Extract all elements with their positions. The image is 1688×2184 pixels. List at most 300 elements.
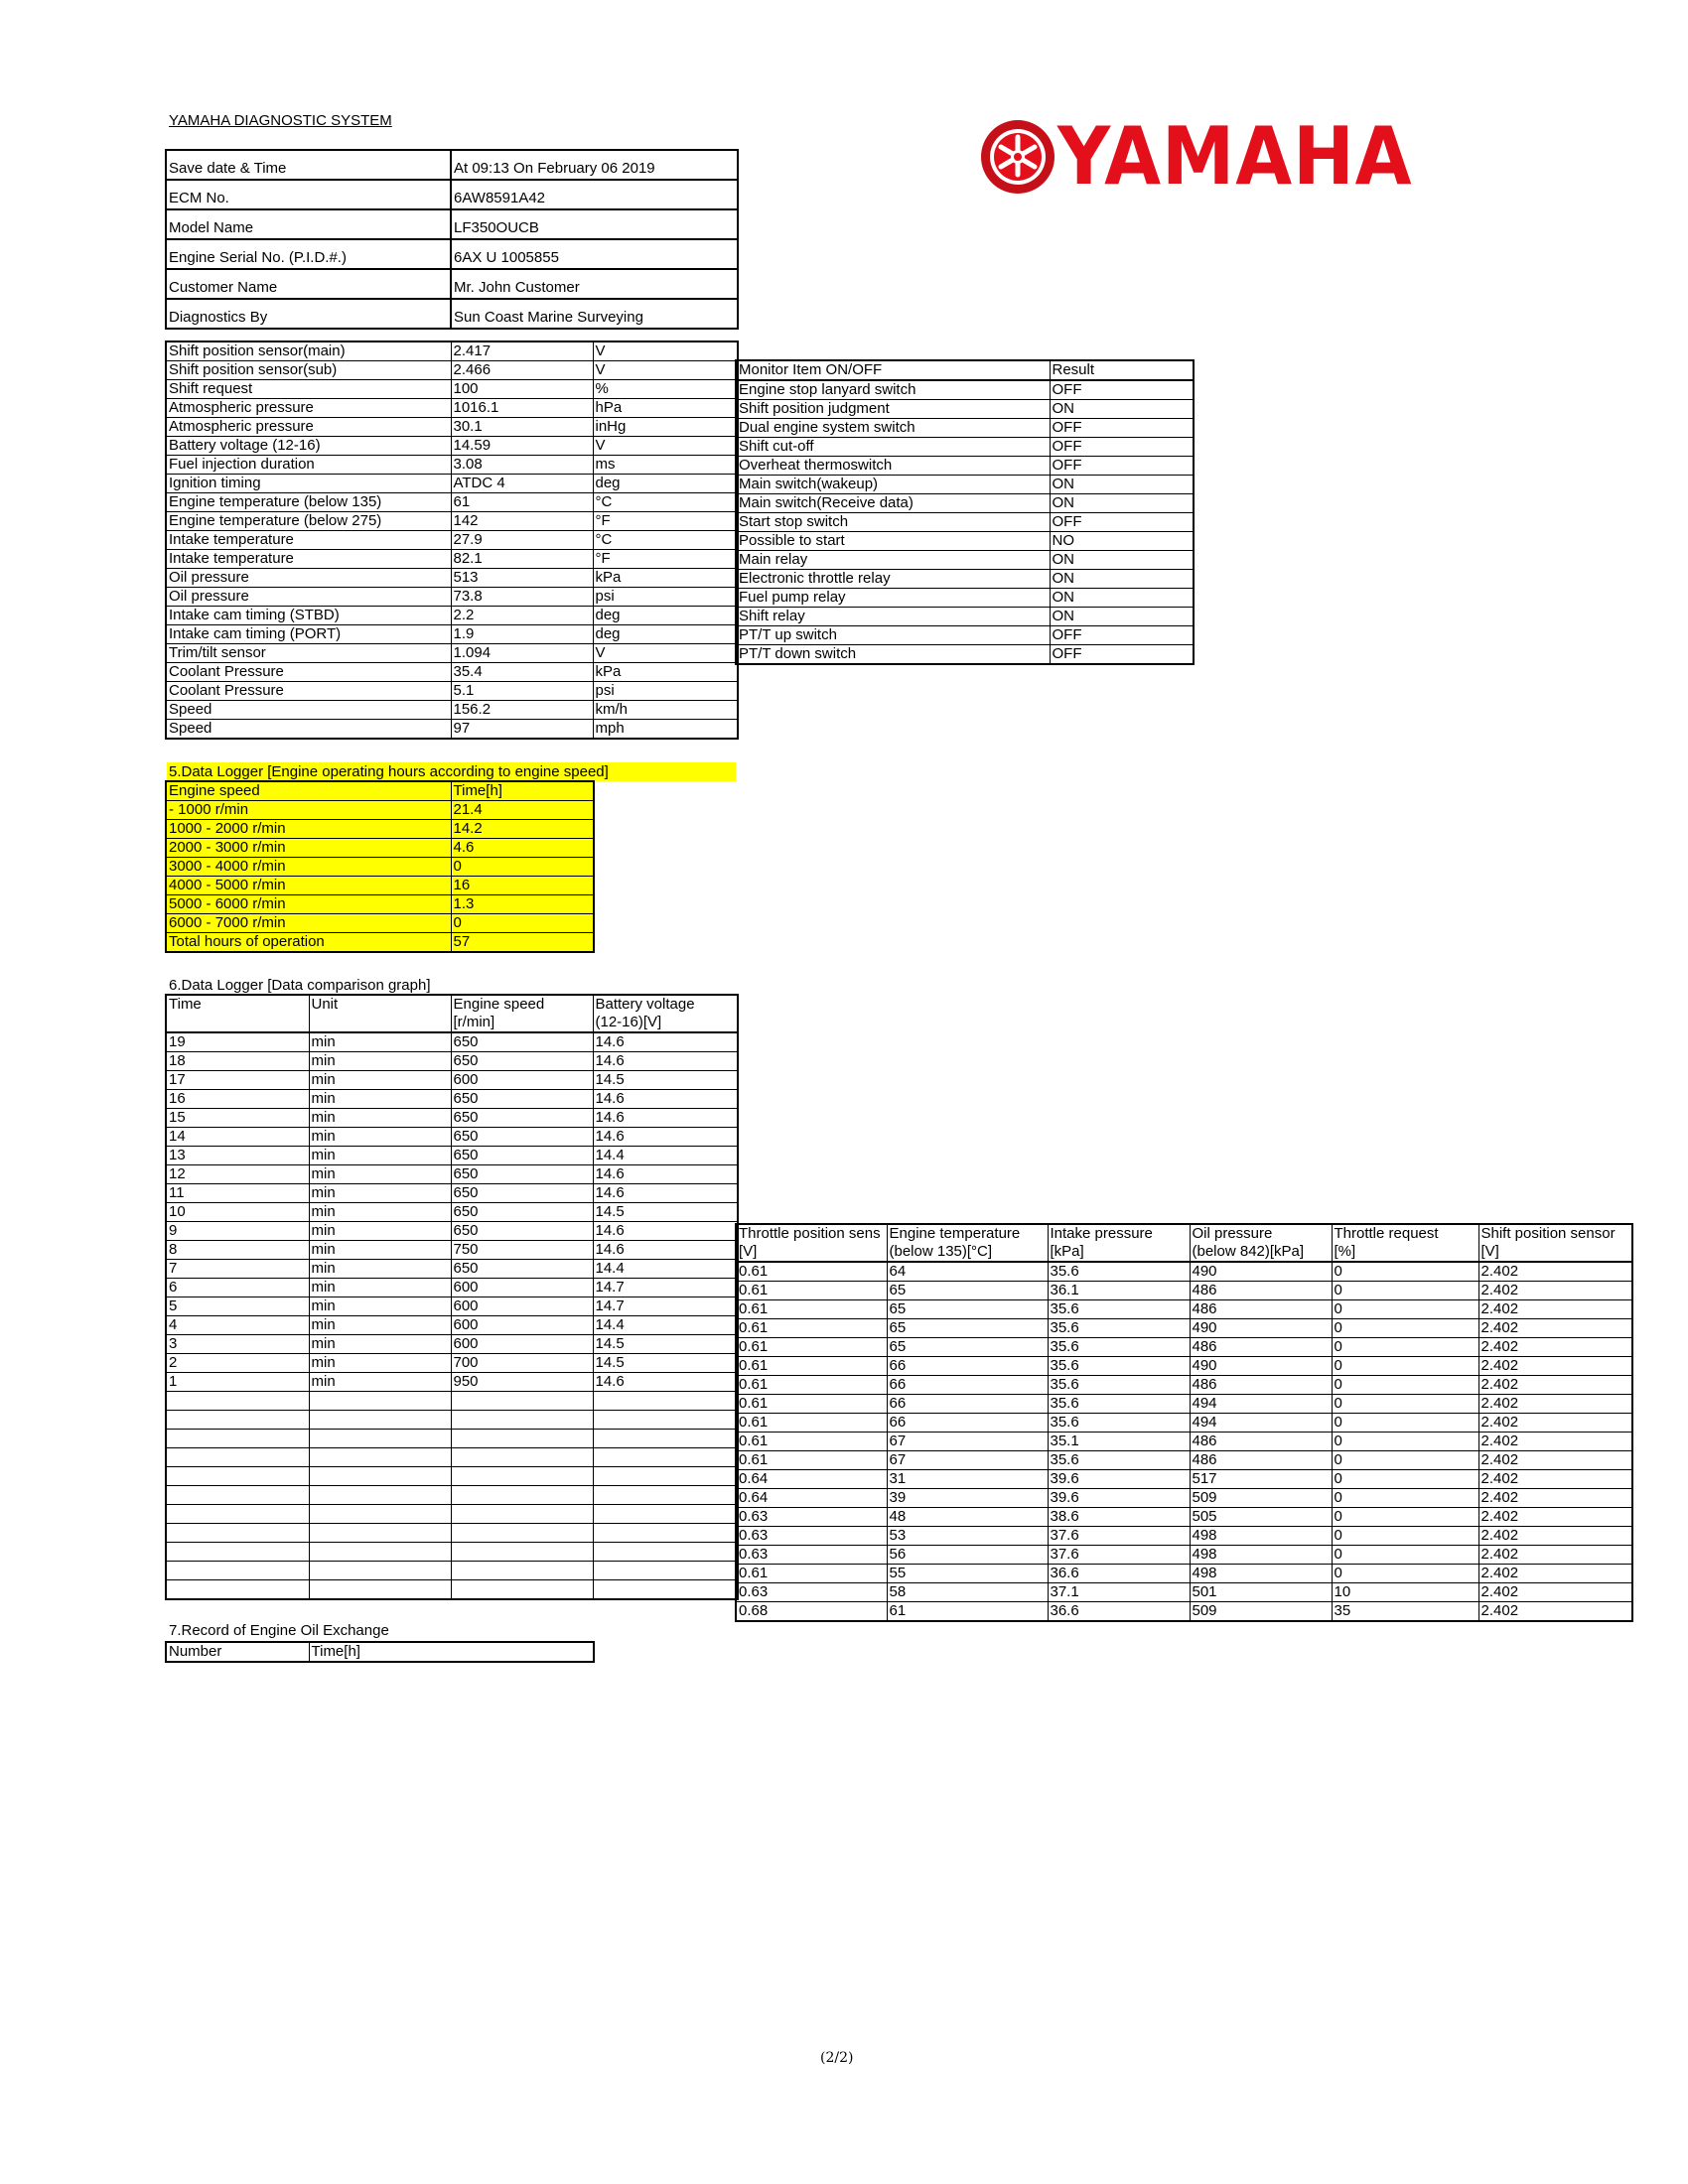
logger6-battery-voltage: 14.6: [593, 1184, 738, 1203]
logger6-throttle-position: 0.61: [736, 1282, 887, 1300]
sensor-value: 61: [451, 493, 593, 512]
logger6-intake-pressure: 37.6: [1048, 1527, 1190, 1546]
logger6-time: [166, 1448, 309, 1467]
logger6-engine-speed: [451, 1543, 593, 1562]
table-row: [736, 1414, 1632, 1433]
logger6-oil-pressure: 498: [1190, 1565, 1332, 1583]
table-row: [166, 1203, 738, 1222]
yamaha-tuning-fork-logo-icon: [978, 117, 1057, 197]
logger5-header-time: Time[h]: [451, 781, 594, 801]
page-number: (2/2): [820, 2050, 854, 2066]
monitor-item: Main switch(Receive data): [736, 494, 1050, 513]
monitor-result: ON: [1050, 494, 1194, 513]
logger6-throttle-position: 0.63: [736, 1508, 887, 1527]
logger5-table: [165, 780, 595, 953]
table-row: [166, 1467, 738, 1486]
logger6-header-engine-speed: [451, 995, 593, 1032]
logger6-engine-speed: 600: [451, 1316, 593, 1335]
info-value: Sun Coast Marine Surveying: [451, 299, 738, 329]
logger6-intake-pressure: 35.6: [1048, 1262, 1190, 1282]
logger6-time: 19: [166, 1032, 309, 1052]
logger5-time: 57: [451, 933, 594, 953]
logger6-throttle-position: 0.61: [736, 1319, 887, 1338]
logger6-unit: min: [309, 1032, 451, 1052]
logger6-unit: [309, 1411, 451, 1430]
logger6-time: 6: [166, 1279, 309, 1297]
logger6-engine-speed: 600: [451, 1297, 593, 1316]
table-row: [166, 380, 738, 399]
logger6-engine-speed: [451, 1467, 593, 1486]
sensor-name: Battery voltage (12-16): [166, 437, 451, 456]
logger6-unit: [309, 1448, 451, 1467]
logger6-engine-speed: 750: [451, 1241, 593, 1260]
logger6-unit: min: [309, 1165, 451, 1184]
logger6-battery-voltage: [593, 1543, 738, 1562]
logger6-oil-pressure: 498: [1190, 1527, 1332, 1546]
table-row: [166, 1032, 738, 1052]
sensor-value: 2.417: [451, 341, 593, 361]
logger6-battery-voltage: 14.7: [593, 1279, 738, 1297]
logger6-time: [166, 1467, 309, 1486]
logger6-unit: [309, 1543, 451, 1562]
table-row: [166, 550, 738, 569]
logger6-engine-speed: 950: [451, 1373, 593, 1392]
table-row: [736, 380, 1194, 400]
sensor-value: 30.1: [451, 418, 593, 437]
table-row: [166, 625, 738, 644]
logger6-shift-position: 2.402: [1478, 1319, 1632, 1338]
logger6-throttle-position: 0.61: [736, 1565, 887, 1583]
logger6-header-throttle-request-line2: [%]: [1334, 1243, 1356, 1260]
sensor-unit: °F: [593, 550, 738, 569]
logger6-shift-position: 2.402: [1478, 1489, 1632, 1508]
logger6-header-oil-pressure: [1190, 1224, 1332, 1262]
logger6-unit: min: [309, 1052, 451, 1071]
logger6-header-battery-voltage: [593, 995, 738, 1032]
table-row: [166, 1335, 738, 1354]
logger6-unit: min: [309, 1222, 451, 1241]
table-row: [166, 1222, 738, 1241]
sensor-unit: V: [593, 437, 738, 456]
table-row: [166, 588, 738, 607]
sensor-name: Intake cam timing (PORT): [166, 625, 451, 644]
logger6-shift-position: 2.402: [1478, 1395, 1632, 1414]
logger6-oil-pressure: 498: [1190, 1546, 1332, 1565]
monitor-item: Electronic throttle relay: [736, 570, 1050, 589]
logger6-battery-voltage: [593, 1448, 738, 1467]
logger6-engine-temperature: 58: [887, 1583, 1048, 1602]
logger6-engine-temperature: 66: [887, 1376, 1048, 1395]
logger6-engine-temperature: 39: [887, 1489, 1048, 1508]
logger5-time: 0: [451, 858, 594, 877]
sensor-name: Fuel injection duration: [166, 456, 451, 475]
table-row: [736, 1602, 1632, 1622]
logger6-unit: min: [309, 1279, 451, 1297]
logger6-intake-pressure: 35.6: [1048, 1451, 1190, 1470]
logger6-unit: min: [309, 1335, 451, 1354]
table-row: [736, 1433, 1632, 1451]
logger6-unit: [309, 1430, 451, 1448]
logger6-header-shift-position-line1: Shift position sensor: [1480, 1225, 1616, 1242]
logger6-oil-pressure: 517: [1190, 1470, 1332, 1489]
monitor-header-item: Monitor Item ON/OFF: [736, 360, 1050, 380]
logger6-engine-speed: 650: [451, 1260, 593, 1279]
sensor-table: [165, 341, 739, 740]
logger6-engine-temperature: 48: [887, 1508, 1048, 1527]
table-row: [166, 493, 738, 512]
sensor-name: Intake temperature: [166, 531, 451, 550]
logger6-throttle-request: 0: [1332, 1319, 1478, 1338]
logger6-battery-voltage: [593, 1430, 738, 1448]
sensor-unit: °C: [593, 493, 738, 512]
sensor-unit: kPa: [593, 569, 738, 588]
logger6-unit: [309, 1580, 451, 1600]
sensor-value: 1016.1: [451, 399, 593, 418]
logger6-time: [166, 1524, 309, 1543]
logger6-engine-speed: [451, 1524, 593, 1543]
logger6-throttle-position: 0.61: [736, 1395, 887, 1414]
logger6-unit: min: [309, 1241, 451, 1260]
monitor-item: Shift cut-off: [736, 438, 1050, 457]
sensor-unit: psi: [593, 588, 738, 607]
logger6-oil-pressure: 494: [1190, 1395, 1332, 1414]
logger6-throttle-request: 0: [1332, 1508, 1478, 1527]
sensor-unit: ms: [593, 456, 738, 475]
system-title: YAMAHA DIAGNOSTIC SYSTEM: [169, 112, 392, 129]
logger6-battery-voltage: 14.5: [593, 1203, 738, 1222]
info-value: 6AW8591A42: [451, 180, 738, 209]
table-row: [166, 995, 738, 1032]
sensor-unit: hPa: [593, 399, 738, 418]
sensor-name: Trim/tilt sensor: [166, 644, 451, 663]
monitor-item: Dual engine system switch: [736, 419, 1050, 438]
logger6-battery-voltage: 14.6: [593, 1052, 738, 1071]
monitor-result: OFF: [1050, 419, 1194, 438]
monitor-result: OFF: [1050, 438, 1194, 457]
logger6-oil-pressure: 490: [1190, 1262, 1332, 1282]
info-value: 6AX U 1005855: [451, 239, 738, 269]
logger6-intake-pressure: 37.1: [1048, 1583, 1190, 1602]
logger6-battery-voltage: 14.6: [593, 1090, 738, 1109]
table-row: [736, 513, 1194, 532]
table-row: [166, 531, 738, 550]
oil-header-number: Number: [166, 1642, 309, 1662]
sensor-unit: V: [593, 644, 738, 663]
logger6-engine-speed: [451, 1448, 593, 1467]
sensor-value: 2.466: [451, 361, 593, 380]
sensor-value: 3.08: [451, 456, 593, 475]
monitor-result: ON: [1050, 551, 1194, 570]
sensor-value: 5.1: [451, 682, 593, 701]
logger6-engine-temperature: 31: [887, 1470, 1048, 1489]
table-row: [166, 933, 594, 953]
logger6-battery-voltage: [593, 1505, 738, 1524]
table-row: [166, 1392, 738, 1411]
logger6-shift-position: 2.402: [1478, 1565, 1632, 1583]
table-row: [166, 361, 738, 380]
table-row: [736, 608, 1194, 626]
monitor-item: PT/T up switch: [736, 626, 1050, 645]
table-row: [736, 1546, 1632, 1565]
logger6-unit: [309, 1486, 451, 1505]
logger6-header-shift-position: [1478, 1224, 1632, 1262]
monitor-result: ON: [1050, 608, 1194, 626]
logger6-battery-voltage: 14.6: [593, 1128, 738, 1147]
logger6-header-oil-pressure-line2: (below 842)[kPa]: [1192, 1243, 1305, 1260]
logger6-unit: min: [309, 1354, 451, 1373]
table-row: [736, 532, 1194, 551]
info-label: Save date & Time: [166, 150, 451, 180]
logger6-header-battery-voltage-line1: Battery voltage: [595, 996, 695, 1013]
logger6-throttle-request: 0: [1332, 1414, 1478, 1433]
logger6-header-shift-position-line2: [V]: [1480, 1243, 1499, 1260]
sensor-value: 1.094: [451, 644, 593, 663]
logger6-time: [166, 1562, 309, 1580]
monitor-result: OFF: [1050, 645, 1194, 665]
table-row: [736, 1583, 1632, 1602]
logger6-unit: min: [309, 1071, 451, 1090]
info-label: Customer Name: [166, 269, 451, 299]
logger6-intake-pressure: 39.6: [1048, 1470, 1190, 1489]
oil-exchange-title: 7.Record of Engine Oil Exchange: [169, 1622, 389, 1639]
logger6-engine-speed: 650: [451, 1203, 593, 1222]
logger6-engine-temperature: 65: [887, 1300, 1048, 1319]
table-row: [736, 1338, 1632, 1357]
logger6-engine-temperature: 55: [887, 1565, 1048, 1583]
table-row: [736, 1508, 1632, 1527]
logger6-engine-speed: 650: [451, 1032, 593, 1052]
logger6-throttle-position: 0.61: [736, 1376, 887, 1395]
logger6-shift-position: 2.402: [1478, 1602, 1632, 1622]
logger5-speed: Total hours of operation: [166, 933, 451, 953]
table-row: [166, 418, 738, 437]
table-row: [736, 1357, 1632, 1376]
sensor-name: Ignition timing: [166, 475, 451, 493]
table-row: [736, 438, 1194, 457]
logger6-intake-pressure: 36.6: [1048, 1565, 1190, 1583]
logger6-oil-pressure: 486: [1190, 1338, 1332, 1357]
logger6-battery-voltage: 14.6: [593, 1373, 738, 1392]
logger6-shift-position: 2.402: [1478, 1357, 1632, 1376]
logger6-shift-position: 2.402: [1478, 1338, 1632, 1357]
monitor-item: Fuel pump relay: [736, 589, 1050, 608]
logger6-header-battery-voltage-line2: (12-16)[V]: [595, 1014, 662, 1030]
table-row: [166, 1052, 738, 1071]
monitor-item: Possible to start: [736, 532, 1050, 551]
sensor-value: 100: [451, 380, 593, 399]
logger6-time: [166, 1580, 309, 1600]
sensor-name: Engine temperature (below 135): [166, 493, 451, 512]
table-row: [166, 1241, 738, 1260]
logger6-intake-pressure: 35.6: [1048, 1338, 1190, 1357]
logger6-engine-speed: 600: [451, 1279, 593, 1297]
table-row: [736, 400, 1194, 419]
logger6-throttle-position: 0.61: [736, 1300, 887, 1319]
logger6-battery-voltage: 14.6: [593, 1222, 738, 1241]
logger6-time: 18: [166, 1052, 309, 1071]
logger6-shift-position: 2.402: [1478, 1433, 1632, 1451]
table-row: [736, 626, 1194, 645]
table-row: [166, 209, 738, 239]
table-row: [166, 299, 738, 329]
monitor-item: Shift relay: [736, 608, 1050, 626]
monitor-result: OFF: [1050, 513, 1194, 532]
logger6-time: 16: [166, 1090, 309, 1109]
logger6-time: 17: [166, 1071, 309, 1090]
logger6-oil-pressure: 490: [1190, 1319, 1332, 1338]
sensor-unit: km/h: [593, 701, 738, 720]
table-row: [166, 1109, 738, 1128]
table-row: [166, 607, 738, 625]
logger6-throttle-request: 0: [1332, 1395, 1478, 1414]
logger6-unit: [309, 1392, 451, 1411]
sensor-name: Speed: [166, 701, 451, 720]
logger6-shift-position: 2.402: [1478, 1300, 1632, 1319]
logger6-oil-pressure: 501: [1190, 1583, 1332, 1602]
table-row: [736, 1319, 1632, 1338]
logger6-engine-temperature: 65: [887, 1338, 1048, 1357]
table-row: [166, 1430, 738, 1448]
logger6-throttle-position: 0.61: [736, 1357, 887, 1376]
table-row: [736, 645, 1194, 665]
table-row: [166, 150, 738, 180]
logger6-engine-temperature: 66: [887, 1395, 1048, 1414]
table-row: [166, 701, 738, 720]
sensor-unit: V: [593, 341, 738, 361]
sensor-value: 142: [451, 512, 593, 531]
logger6-unit: [309, 1467, 451, 1486]
table-row: [166, 1411, 738, 1430]
sensor-name: Intake cam timing (STBD): [166, 607, 451, 625]
sensor-unit: °F: [593, 512, 738, 531]
monitor-item: Engine stop lanyard switch: [736, 380, 1050, 400]
table-row: [166, 682, 738, 701]
logger6-throttle-request: 0: [1332, 1300, 1478, 1319]
sensor-name: Oil pressure: [166, 588, 451, 607]
logger6-oil-pressure: 486: [1190, 1376, 1332, 1395]
logger6-engine-temperature: 67: [887, 1451, 1048, 1470]
logger6-header-unit: [309, 995, 451, 1032]
table-row: [166, 1580, 738, 1600]
info-label: ECM No.: [166, 180, 451, 209]
logger6-battery-voltage: [593, 1392, 738, 1411]
logger6-engine-temperature: 65: [887, 1319, 1048, 1338]
logger6-battery-voltage: 14.5: [593, 1354, 738, 1373]
logger6-unit: min: [309, 1128, 451, 1147]
table-row: [736, 1565, 1632, 1583]
logger6-engine-temperature: 67: [887, 1433, 1048, 1451]
table-row: [166, 1165, 738, 1184]
logger6-throttle-request: 0: [1332, 1282, 1478, 1300]
logger6-engine-speed: 600: [451, 1335, 593, 1354]
logger6-time: [166, 1411, 309, 1430]
logger5-speed: - 1000 r/min: [166, 801, 451, 820]
logger6-throttle-position: 0.64: [736, 1470, 887, 1489]
logger6-time: 4: [166, 1316, 309, 1335]
monitor-table: [735, 359, 1195, 665]
logger6-unit: [309, 1562, 451, 1580]
logger6-battery-voltage: [593, 1562, 738, 1580]
sensor-unit: deg: [593, 625, 738, 644]
monitor-header-result: Result: [1050, 360, 1194, 380]
logger6-engine-speed: [451, 1411, 593, 1430]
monitor-item: Main switch(wakeup): [736, 476, 1050, 494]
logger6-unit: min: [309, 1109, 451, 1128]
table-row: [736, 570, 1194, 589]
table-row: [166, 569, 738, 588]
logger6-unit: min: [309, 1184, 451, 1203]
logger6-header-engine-speed-line1: Engine speed: [453, 996, 545, 1013]
table-row: [166, 895, 594, 914]
table-row: [166, 1642, 594, 1662]
logger5-header-speed: Engine speed: [166, 781, 451, 801]
table-row: [166, 1147, 738, 1165]
logger6-intake-pressure: 35.6: [1048, 1319, 1190, 1338]
table-row: [736, 1224, 1632, 1262]
logger6-time: 5: [166, 1297, 309, 1316]
table-row: [166, 239, 738, 269]
logger6-extended-table: [735, 1223, 1633, 1622]
logger6-shift-position: 2.402: [1478, 1262, 1632, 1282]
monitor-result: ON: [1050, 589, 1194, 608]
logger6-header-throttle-position: [736, 1224, 887, 1262]
logger6-unit: min: [309, 1203, 451, 1222]
logger6-engine-speed: [451, 1580, 593, 1600]
sensor-name: Shift position sensor(main): [166, 341, 451, 361]
logger6-oil-pressure: 486: [1190, 1433, 1332, 1451]
logger5-speed: 4000 - 5000 r/min: [166, 877, 451, 895]
table-row: [166, 839, 594, 858]
logger6-engine-temperature: 61: [887, 1602, 1048, 1622]
logger6-throttle-request: 0: [1332, 1338, 1478, 1357]
logger6-intake-pressure: 35.6: [1048, 1376, 1190, 1395]
logger6-battery-voltage: [593, 1467, 738, 1486]
logger6-engine-speed: 650: [451, 1128, 593, 1147]
logger6-engine-temperature: 64: [887, 1262, 1048, 1282]
logger5-time: 0: [451, 914, 594, 933]
logger6-time: 9: [166, 1222, 309, 1241]
monitor-result: ON: [1050, 570, 1194, 589]
table-row: [166, 437, 738, 456]
table-row: [166, 644, 738, 663]
table-row: [166, 914, 594, 933]
sensor-unit: deg: [593, 607, 738, 625]
logger6-shift-position: 2.402: [1478, 1527, 1632, 1546]
logger6-header-intake-pressure: [1048, 1224, 1190, 1262]
monitor-result: OFF: [1050, 626, 1194, 645]
sensor-unit: psi: [593, 682, 738, 701]
logger5-speed: 1000 - 2000 r/min: [166, 820, 451, 839]
logger6-battery-voltage: 14.4: [593, 1260, 738, 1279]
sensor-name: Oil pressure: [166, 569, 451, 588]
logger6-battery-voltage: 14.6: [593, 1165, 738, 1184]
logger6-throttle-position: 0.61: [736, 1338, 887, 1357]
logger6-time: 14: [166, 1128, 309, 1147]
logger6-engine-speed: [451, 1486, 593, 1505]
logger6-time: 2: [166, 1354, 309, 1373]
logger6-header-engine-temperature-line1: Engine temperature: [889, 1225, 1021, 1242]
logger6-battery-voltage: 14.6: [593, 1032, 738, 1052]
logger6-throttle-request: 0: [1332, 1489, 1478, 1508]
logger6-battery-voltage: 14.6: [593, 1241, 738, 1260]
sensor-name: Shift position sensor(sub): [166, 361, 451, 380]
logger6-header-intake-pressure-line2: [kPa]: [1050, 1243, 1084, 1260]
sensor-value: 27.9: [451, 531, 593, 550]
logger6-header-time-line1: Time: [169, 996, 202, 1013]
table-row: [166, 1279, 738, 1297]
table-row: [736, 457, 1194, 476]
table-row: [166, 1524, 738, 1543]
